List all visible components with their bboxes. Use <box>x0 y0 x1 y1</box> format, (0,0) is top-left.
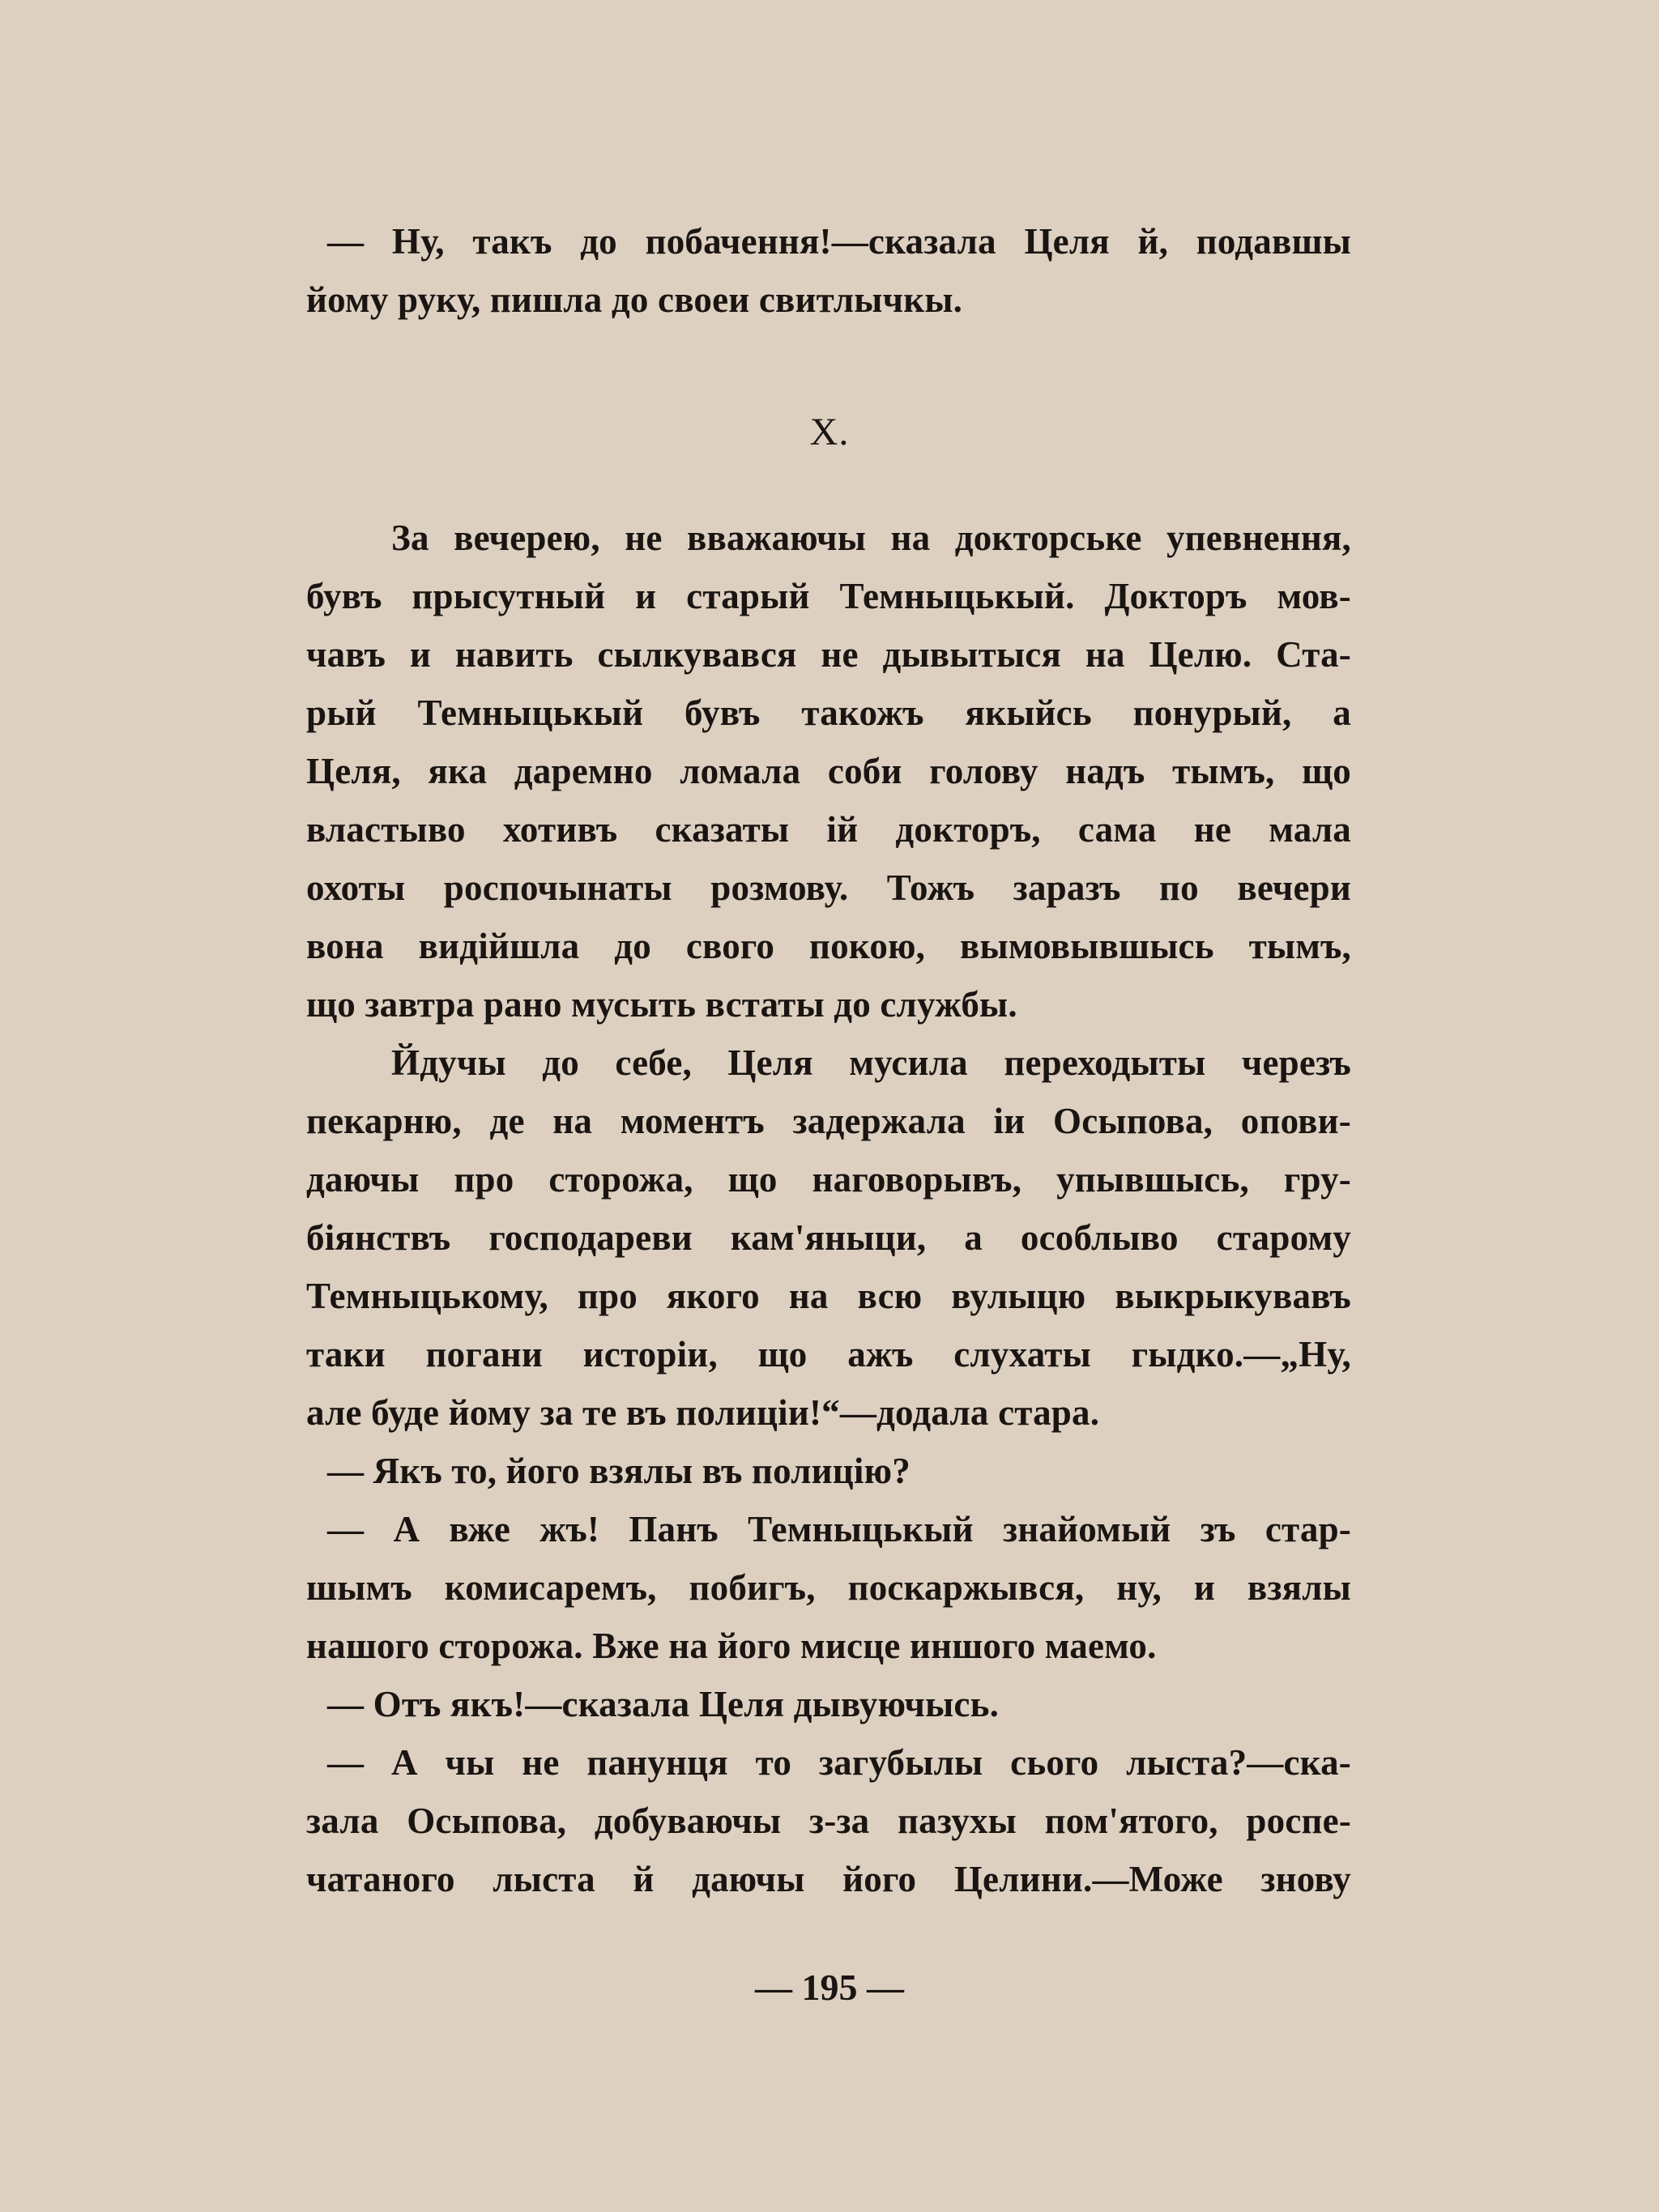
text-line: таки погани исторіи, що ажъ слухаты гыдко.—„Ну, <box>306 1334 1351 1375</box>
text-line: — А чы не панунця то загубылы сього лыста?—ска- <box>327 1742 1351 1783</box>
text-line: бувъ прысутный и старый Темныцькый. Докторъ мов- <box>306 576 1351 616</box>
chapter-body <box>306 509 1351 1908</box>
text-line: шымъ комисаремъ, побигъ, поскаржывся, ну, и взялы <box>306 1567 1351 1608</box>
text-line: За вечерею, не вважаючы на докторське упевнення, <box>391 518 1351 558</box>
text-line: пекарню, де на моментъ задержала іи Осыпова, опови- <box>306 1101 1351 1141</box>
text-line: чатаного лыста й даючы його Целини.—Може знову <box>306 1859 1351 1899</box>
text-line: властыво хотивъ сказаты ій докторъ, сама не мала <box>306 809 1351 850</box>
text-line: — Якъ то, його взялы въ полицію? <box>327 1451 911 1491</box>
text-line: але буде йому за те въ полиціи!“—додала стара. <box>306 1392 1100 1433</box>
text-line: — А вже жъ! Панъ Темныцькый знайомый зъ стар- <box>327 1509 1351 1549</box>
text-line: чавъ и навить сылкувався не дывытыся на Целю. Ста- <box>306 634 1351 675</box>
text-line: — Отъ якъ!—сказала Целя дывуючысь. <box>327 1684 1000 1724</box>
text-line: даючы про сторожа, що наговорывъ, упывшысь, гру- <box>306 1159 1351 1200</box>
text-line: йому руку, пишла до своеи свитлычкы. <box>306 279 963 320</box>
text-line: Йдучы до себе, Целя мусила переходыты черезъ <box>391 1042 1351 1083</box>
opening-passage <box>306 212 1351 329</box>
text-line: Темныцькому, про якого на всю вулыцю выкрыкувавъ <box>306 1276 1351 1316</box>
text-line: — Ну, такъ до побачення!—сказала Целя й, подавшы <box>327 221 1351 262</box>
chapter-heading: X. <box>809 411 850 454</box>
text-line: нашого сторожа. Вже на його мисце иншого маемо. <box>306 1626 1157 1666</box>
text-line: Целя, яка даремно ломала соби голову надъ тымъ, що <box>306 751 1351 791</box>
text-line: рый Темныцькый бувъ такожъ якыйсь понурый, а <box>306 693 1351 733</box>
text-line: вона видійшла до свого покою, вымовывшысь тымъ, <box>306 926 1351 966</box>
text-line: біянствъ господареви кам'яныци, а особлыво старому <box>306 1217 1351 1258</box>
page-number: — 195 — <box>755 1967 904 2008</box>
text-line: зала Осыпова, добуваючы з-за пазухы пом'ятого, роспе- <box>306 1801 1351 1841</box>
text-line: охоты роспочынаты розмову. Тожъ заразъ по вечери <box>306 867 1351 908</box>
text-line: що завтра рано мусыть встаты до службы. <box>306 984 1017 1025</box>
